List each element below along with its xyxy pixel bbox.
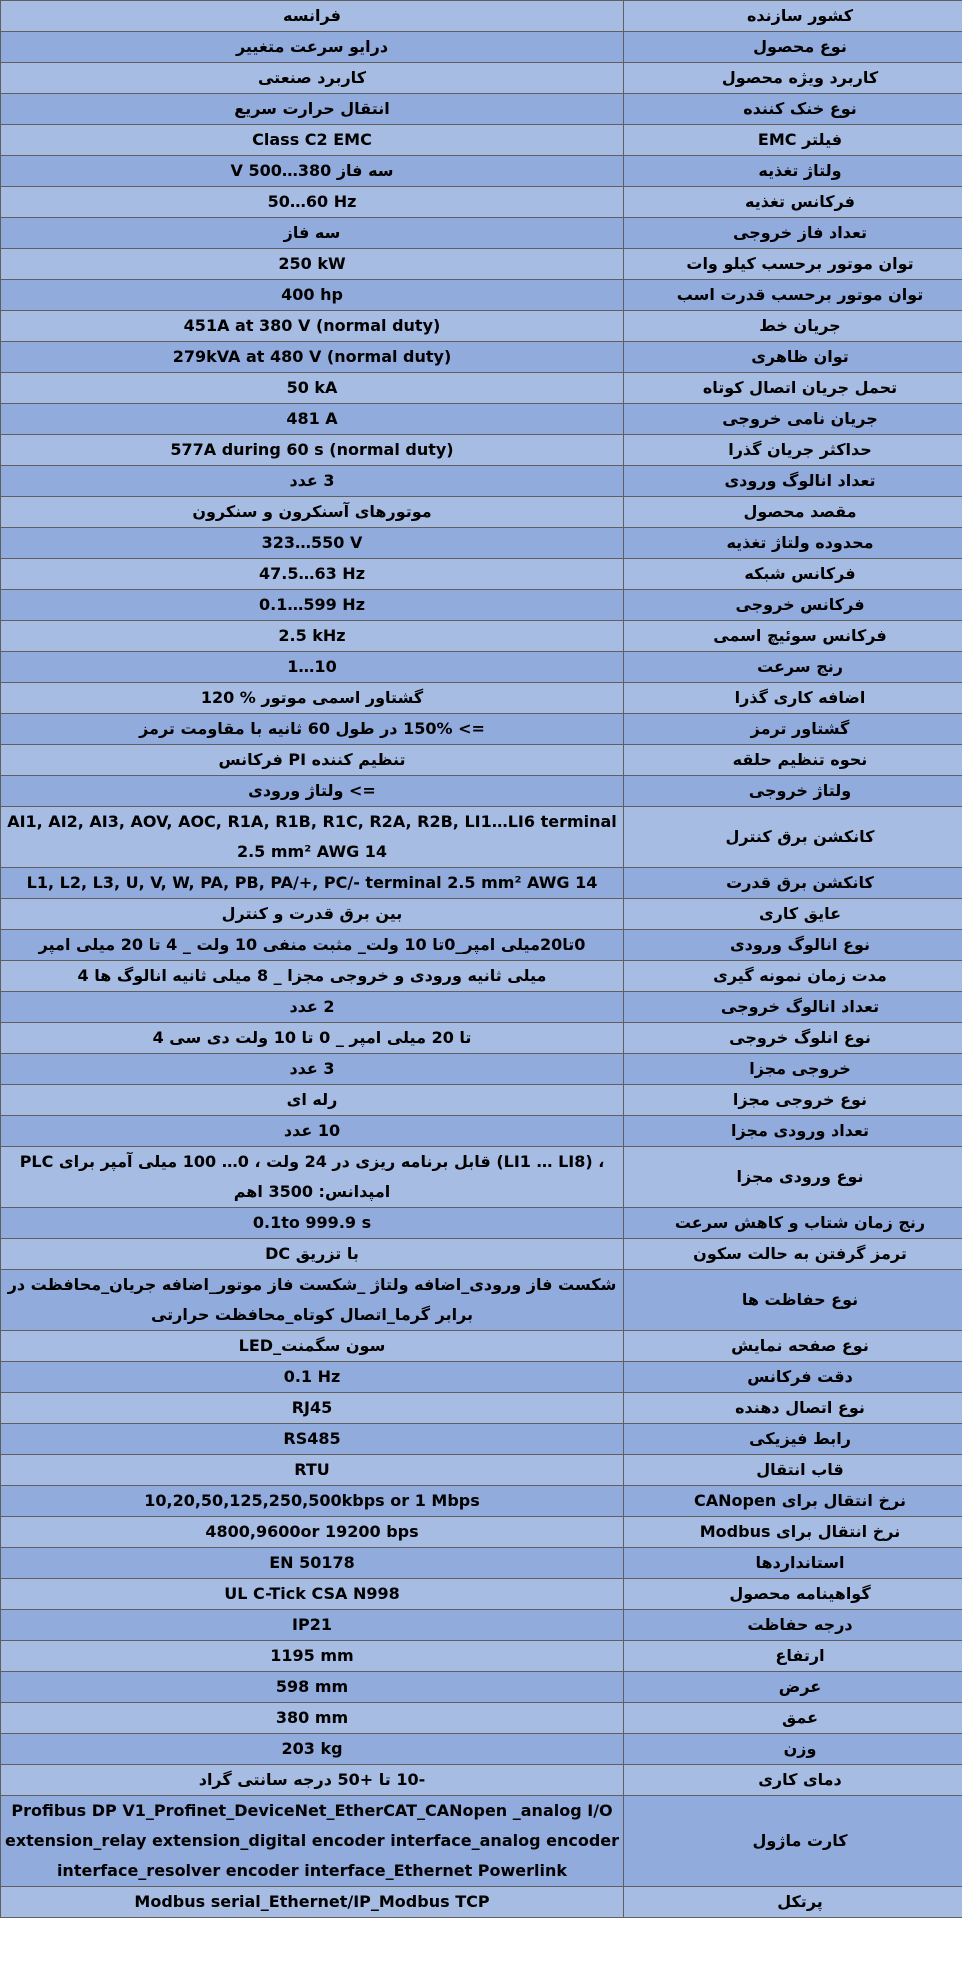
spec-value: 0.1to 999.9 s [252, 1213, 372, 1232]
spec-label-cell [624, 497, 962, 528]
spec-value-cell [1, 373, 624, 404]
spec-row [1, 404, 962, 435]
spec-label-cell [624, 1517, 962, 1548]
spec-row [1, 435, 962, 466]
spec-value-cell [1, 1641, 624, 1672]
spec-label-cell [624, 63, 962, 94]
spec-table-body [1, 1, 962, 1918]
spec-label-cell [624, 590, 962, 621]
spec-value: سون سگمنت_LED [238, 1336, 386, 1355]
spec-row [1, 992, 962, 1023]
spec-label-cell [624, 1703, 962, 1734]
spec-label-cell [624, 1424, 962, 1455]
spec-label-cell [624, 868, 962, 899]
spec-row [1, 156, 962, 187]
spec-value-cell [1, 1424, 624, 1455]
spec-row [1, 1393, 962, 1424]
spec-value: Class C2 EMC [252, 130, 372, 149]
spec-value: 451A at 380 V (normal duty) [183, 316, 441, 335]
spec-row [1, 1641, 962, 1672]
spec-label: دقت فرکانس [747, 1367, 853, 1386]
spec-row [1, 342, 962, 373]
spec-label: فرکانس شبکه [744, 564, 856, 583]
spec-label-cell [624, 683, 962, 714]
spec-row [1, 683, 962, 714]
spec-label: نرخ انتقال برای CANopen [694, 1491, 906, 1510]
spec-value: AI1, AI2, AI3, AOV, AOC, R1A, R1B, R1C, R2A, R2B, LI1…LI6 terminal 2.5 mm² AWG 14 [7, 812, 617, 861]
spec-value: 279kVA at 480 V (normal duty) [172, 347, 452, 366]
spec-label: محدوده ولتاژ تغذیه [726, 533, 874, 552]
spec-value: 3 عدد [289, 1059, 335, 1078]
spec-label: رنج زمان شتاب و کاهش سرعت [674, 1213, 926, 1232]
spec-label-cell [624, 280, 962, 311]
spec-label: نوع صفحه نمایش [731, 1336, 869, 1355]
spec-row [1, 1116, 962, 1147]
spec-label: ولتاژ خروجی [748, 781, 852, 800]
spec-label: ارتفاع [775, 1646, 825, 1665]
spec-value: 10,20,50,125,250,500kbps or 1 Mbps [144, 1491, 480, 1510]
spec-value: موتورهای آسنکرون و سنکرون [192, 502, 432, 521]
spec-label: کانکشن برق قدرت [726, 873, 874, 892]
spec-row [1, 1270, 962, 1331]
spec-label: گواهینامه محصول [729, 1584, 871, 1603]
spec-label: تعداد ورودی مجزا [731, 1121, 869, 1140]
spec-value: 323…550 V [261, 533, 363, 552]
spec-label-cell [624, 342, 962, 373]
spec-value: سه فاز 380…500 V [230, 161, 394, 180]
spec-label-cell [624, 156, 962, 187]
spec-value-cell [1, 187, 624, 218]
spec-label-cell [624, 125, 962, 156]
spec-value-cell [1, 1579, 624, 1610]
spec-label-cell [624, 373, 962, 404]
spec-label: مقصد محصول [743, 502, 857, 521]
spec-label: رابط فیزیکی [749, 1429, 851, 1448]
spec-label-cell [624, 961, 962, 992]
spec-label-cell [624, 1734, 962, 1765]
spec-value-cell [1, 156, 624, 187]
spec-value-cell [1, 621, 624, 652]
spec-label: فرکانس تغذیه [745, 192, 855, 211]
spec-label: جریان نامی خروجی [722, 409, 878, 428]
spec-row [1, 652, 962, 683]
spec-label-cell [624, 1331, 962, 1362]
spec-value: RJ45 [291, 1398, 333, 1417]
spec-value-cell [1, 342, 624, 373]
spec-value-cell [1, 125, 624, 156]
spec-label: استانداردها [755, 1553, 845, 1572]
spec-label: توان ظاهری [751, 347, 849, 366]
spec-row [1, 373, 962, 404]
spec-label-cell [624, 94, 962, 125]
spec-value-cell [1, 559, 624, 590]
spec-value-cell [1, 652, 624, 683]
spec-row [1, 1362, 962, 1393]
spec-value: درایو سرعت متغییر [235, 37, 389, 56]
spec-label: توان موتور برحسب کیلو وات [686, 254, 914, 273]
spec-value: 203 kg [281, 1739, 343, 1758]
spec-label: کشور سازنده [746, 6, 854, 25]
spec-value: 50 kA [286, 378, 338, 397]
spec-label-cell [624, 311, 962, 342]
spec-label-cell [624, 1672, 962, 1703]
spec-label-cell [624, 1239, 962, 1270]
spec-row [1, 528, 962, 559]
spec-label: نوع محصول [753, 37, 847, 56]
spec-label-cell [624, 404, 962, 435]
spec-value: Profibus DP V1_Profinet_DeviceNet_EtherCAT_CANopen _analog I/O extension_relay extension_digital encoder interface_analog encoder interface_resolver encoder interface_Ethernet Powerlink [4, 1801, 620, 1880]
spec-label: تعداد فاز خروجی [733, 223, 867, 242]
spec-value-cell [1, 1208, 624, 1239]
spec-row [1, 125, 962, 156]
spec-value-cell [1, 1116, 624, 1147]
spec-label: جریان خط [759, 316, 841, 335]
spec-label-cell [624, 1147, 962, 1208]
spec-value-cell [1, 249, 624, 280]
spec-row [1, 868, 962, 899]
spec-label: دمای کاری [758, 1770, 842, 1789]
spec-label: فیلتر EMC [757, 130, 843, 149]
spec-row [1, 218, 962, 249]
spec-label: ترمز گرفتن به حالت سکون [693, 1244, 907, 1263]
spec-row [1, 94, 962, 125]
spec-row [1, 745, 962, 776]
spec-row [1, 559, 962, 590]
spec-label-cell [624, 992, 962, 1023]
spec-label-cell [624, 1765, 962, 1796]
spec-label: تعداد انالوگ ورودی [724, 471, 876, 490]
spec-row [1, 187, 962, 218]
spec-value: 2 عدد [289, 997, 335, 1016]
spec-value: تا 20 میلی امپر _ 0 تا 10 ولت دی سی 4 [152, 1028, 472, 1047]
spec-value: کاربرد صنعتی [257, 68, 366, 87]
spec-value-cell [1, 1393, 624, 1424]
spec-label: نوع حفاظت ها [741, 1290, 859, 1309]
spec-value-cell [1, 63, 624, 94]
spec-label-cell [624, 807, 962, 868]
spec-value: 380 mm [275, 1708, 349, 1727]
spec-value-cell [1, 435, 624, 466]
spec-label-cell [624, 466, 962, 497]
spec-value: 0تا20میلی امپر_0تا 10 ولت_ مثبت منفی 10 ولت _ 4 تا 20 میلی امپر [38, 935, 586, 954]
spec-value-cell [1, 590, 624, 621]
spec-value-cell [1, 1054, 624, 1085]
spec-value: 1195 mm [270, 1646, 354, 1665]
spec-value: 1…10 [287, 657, 337, 676]
spec-row [1, 1887, 962, 1918]
spec-label-cell [624, 1486, 962, 1517]
spec-value-cell [1, 1486, 624, 1517]
spec-value: RTU [294, 1460, 330, 1479]
spec-value: 0.1…599 Hz [258, 595, 365, 614]
spec-row [1, 1765, 962, 1796]
spec-row [1, 714, 962, 745]
spec-value-cell [1, 745, 624, 776]
spec-label-cell [624, 621, 962, 652]
spec-row [1, 1054, 962, 1085]
spec-value: RS485 [283, 1429, 341, 1448]
spec-value: IP21 [292, 1615, 332, 1634]
spec-row [1, 32, 962, 63]
spec-value-cell [1, 992, 624, 1023]
spec-label-cell [624, 1270, 962, 1331]
spec-label-cell [624, 1887, 962, 1918]
spec-value-cell [1, 714, 624, 745]
spec-label-cell [624, 652, 962, 683]
spec-value-cell [1, 94, 624, 125]
spec-label: توان موتور برحسب قدرت اسب [676, 285, 924, 304]
spec-value: 50…60 Hz [267, 192, 357, 211]
spec-label: عایق کاری [758, 904, 842, 923]
spec-value-cell [1, 1796, 624, 1887]
spec-row [1, 63, 962, 94]
spec-value: 10 عدد [283, 1121, 341, 1140]
spec-value-cell [1, 1703, 624, 1734]
spec-value: L1, L2, L3, U, V, W, PA, PB, PA/+, PC/- terminal 2.5 mm² AWG 14 [26, 873, 598, 892]
spec-value-cell [1, 497, 624, 528]
spec-label-cell [624, 1362, 962, 1393]
spec-row [1, 1517, 962, 1548]
spec-value: تنظیم کننده PI فرکانس [218, 750, 406, 769]
spec-label-cell [624, 899, 962, 930]
spec-label-cell [624, 745, 962, 776]
spec-value-cell [1, 1, 624, 32]
spec-row [1, 899, 962, 930]
spec-label: عرض [778, 1677, 822, 1696]
spec-value-cell [1, 961, 624, 992]
spec-label: کانکشن برق کنترل [725, 827, 875, 846]
spec-value-cell [1, 899, 624, 930]
spec-value-cell [1, 1765, 624, 1796]
spec-label-cell [624, 1085, 962, 1116]
spec-row [1, 1, 962, 32]
spec-value-cell [1, 1331, 624, 1362]
spec-label-cell [624, 1796, 962, 1887]
spec-value: سه فاز [283, 223, 341, 242]
spec-row [1, 1208, 962, 1239]
spec-label: فرکانس خروجی [735, 595, 865, 614]
spec-label: حداکثر جریان گذرا [728, 440, 872, 459]
spec-row [1, 776, 962, 807]
spec-value-cell [1, 280, 624, 311]
spec-label: نوع خروجی مجزا [732, 1090, 868, 1109]
spec-value-cell [1, 1610, 624, 1641]
spec-row [1, 1796, 962, 1887]
spec-label: اضافه کاری گذرا [734, 688, 866, 707]
spec-value-cell [1, 1455, 624, 1486]
spec-value-cell [1, 528, 624, 559]
spec-value-cell [1, 466, 624, 497]
spec-value: 250 kW [278, 254, 346, 273]
spec-row [1, 1147, 962, 1208]
spec-row [1, 1486, 962, 1517]
spec-label: کاربرد ویژه محصول [721, 68, 879, 87]
spec-value-cell [1, 1734, 624, 1765]
spec-label: عمق [781, 1708, 819, 1727]
spec-label-cell [624, 435, 962, 466]
spec-value-cell [1, 1147, 624, 1208]
spec-label: پرتکل [777, 1892, 823, 1911]
spec-value: 400 hp [281, 285, 343, 304]
spec-value: 4800,9600or 19200 bps [205, 1522, 419, 1541]
spec-label: درجه حفاظت [747, 1615, 853, 1634]
spec-label-cell [624, 1548, 962, 1579]
spec-label: رنج سرعت [757, 657, 843, 676]
spec-row [1, 930, 962, 961]
spec-value-cell [1, 776, 624, 807]
spec-value: 3 عدد [289, 471, 335, 490]
spec-value-cell [1, 1887, 624, 1918]
spec-value: => 150% در طول 60 ثانیه با مقاومت ترمز [139, 719, 485, 738]
spec-label: گشتاور ترمز [750, 719, 850, 738]
spec-value: 577A during 60 s (normal duty) [170, 440, 454, 459]
spec-value: 481 A [286, 409, 338, 428]
spec-label: نوع ورودی مجزا [736, 1167, 864, 1186]
spec-label-cell [624, 1023, 962, 1054]
spec-value-cell [1, 930, 624, 961]
spec-value: رله ای [286, 1090, 338, 1109]
spec-row [1, 249, 962, 280]
spec-value: 0.1 Hz [283, 1367, 341, 1386]
spec-label-cell [624, 930, 962, 961]
spec-value-cell [1, 1672, 624, 1703]
spec-value: EN 50178 [269, 1553, 355, 1572]
spec-row [1, 1579, 962, 1610]
spec-label: کارت ماژول [752, 1831, 848, 1850]
spec-value: PLC قابل برنامه ریزی در 24 ولت ، 0… 100 میلی آمپر برای (LI1 … LI8) ، امپدانس: 3500 اهم [19, 1152, 605, 1201]
spec-label: قاب انتقال [756, 1460, 844, 1479]
spec-row [1, 1672, 962, 1703]
spec-label: نوع انالوگ ورودی [729, 935, 870, 954]
spec-label-cell [624, 528, 962, 559]
spec-label: نرخ انتقال برای Modbus [699, 1522, 901, 1541]
spec-value-cell [1, 1548, 624, 1579]
spec-value-cell [1, 311, 624, 342]
spec-label-cell [624, 776, 962, 807]
spec-label-cell [624, 1641, 962, 1672]
spec-label: تعداد انالوگ خروجی [720, 997, 880, 1016]
spec-row [1, 621, 962, 652]
spec-row [1, 311, 962, 342]
spec-value-cell [1, 1085, 624, 1116]
spec-label-cell [624, 1393, 962, 1424]
spec-value-cell [1, 1023, 624, 1054]
spec-value: Modbus serial_Ethernet/IP_Modbus TCP [134, 1892, 490, 1911]
spec-value-cell [1, 32, 624, 63]
spec-row [1, 961, 962, 992]
spec-label-cell [624, 1, 962, 32]
spec-label-cell [624, 1610, 962, 1641]
spec-value: بین برق قدرت و کنترل [221, 904, 403, 923]
spec-row [1, 1331, 962, 1362]
spec-label: ولتاژ تغذیه [758, 161, 842, 180]
spec-value-cell [1, 1270, 624, 1331]
spec-row [1, 1085, 962, 1116]
spec-value: گشتاور اسمی موتور % 120 [200, 688, 424, 707]
spec-value-cell [1, 1239, 624, 1270]
spec-row [1, 1610, 962, 1641]
spec-label-cell [624, 1455, 962, 1486]
spec-label-cell [624, 1579, 962, 1610]
spec-row [1, 497, 962, 528]
spec-label: خروجی مجزا [749, 1059, 851, 1078]
spec-row [1, 1734, 962, 1765]
spec-label: مدت زمان نمونه گیری [713, 966, 887, 985]
spec-label: تحمل جریان اتصال کوتاه [702, 378, 898, 397]
spec-label-cell [624, 1054, 962, 1085]
spec-row [1, 1424, 962, 1455]
spec-value: میلی ثانیه ورودی و خروجی مجزا _ 8 میلی ثانیه انالوگ ها 4 [77, 966, 547, 985]
spec-value: => ولتاژ ورودی [248, 781, 376, 800]
spec-value: 598 mm [275, 1677, 349, 1696]
spec-value-cell [1, 218, 624, 249]
spec-value-cell [1, 1517, 624, 1548]
spec-label: نوع اتصال دهنده [735, 1398, 865, 1417]
spec-value-cell [1, 404, 624, 435]
spec-label: نحوه تنظیم حلقه [732, 750, 868, 769]
spec-label: وزن [783, 1739, 817, 1758]
spec-value: شکست فاز ورودی_اضافه ولتاژ _شکست فاز موتور_اضافه جریان_محافظت در برابر گرما_اتصال کوتاه_محافظت حرارتی [7, 1275, 617, 1324]
spec-label-cell [624, 1116, 962, 1147]
spec-value: با تزریق DC [265, 1244, 359, 1263]
spec-label: نوع خنک کننده [743, 99, 857, 118]
spec-row [1, 280, 962, 311]
spec-row [1, 1023, 962, 1054]
spec-label-cell [624, 218, 962, 249]
spec-label: نوع انلوگ خروجی [729, 1028, 871, 1047]
spec-row [1, 590, 962, 621]
spec-value: انتقال حرارت سریع [234, 99, 390, 118]
spec-row [1, 1548, 962, 1579]
spec-label-cell [624, 187, 962, 218]
spec-label-cell [624, 714, 962, 745]
spec-value: UL C-Tick CSA N998 [224, 1584, 400, 1603]
spec-label: فرکانس سوئیچ اسمی [713, 626, 887, 645]
spec-value-cell [1, 1362, 624, 1393]
spec-value-cell [1, 807, 624, 868]
spec-row [1, 807, 962, 868]
spec-label-cell [624, 32, 962, 63]
spec-value: 2.5 kHz [278, 626, 346, 645]
spec-value-cell [1, 868, 624, 899]
spec-value: 47.5…63 Hz [258, 564, 365, 583]
spec-label-cell [624, 249, 962, 280]
spec-row [1, 1239, 962, 1270]
spec-label-cell [624, 1208, 962, 1239]
spec-label-cell [624, 559, 962, 590]
spec-value-cell [1, 683, 624, 714]
spec-value: -10 تا +50 درجه سانتی گراد [198, 1770, 426, 1789]
spec-row [1, 466, 962, 497]
spec-row [1, 1703, 962, 1734]
spec-value: فرانسه [283, 6, 341, 25]
spec-row [1, 1455, 962, 1486]
